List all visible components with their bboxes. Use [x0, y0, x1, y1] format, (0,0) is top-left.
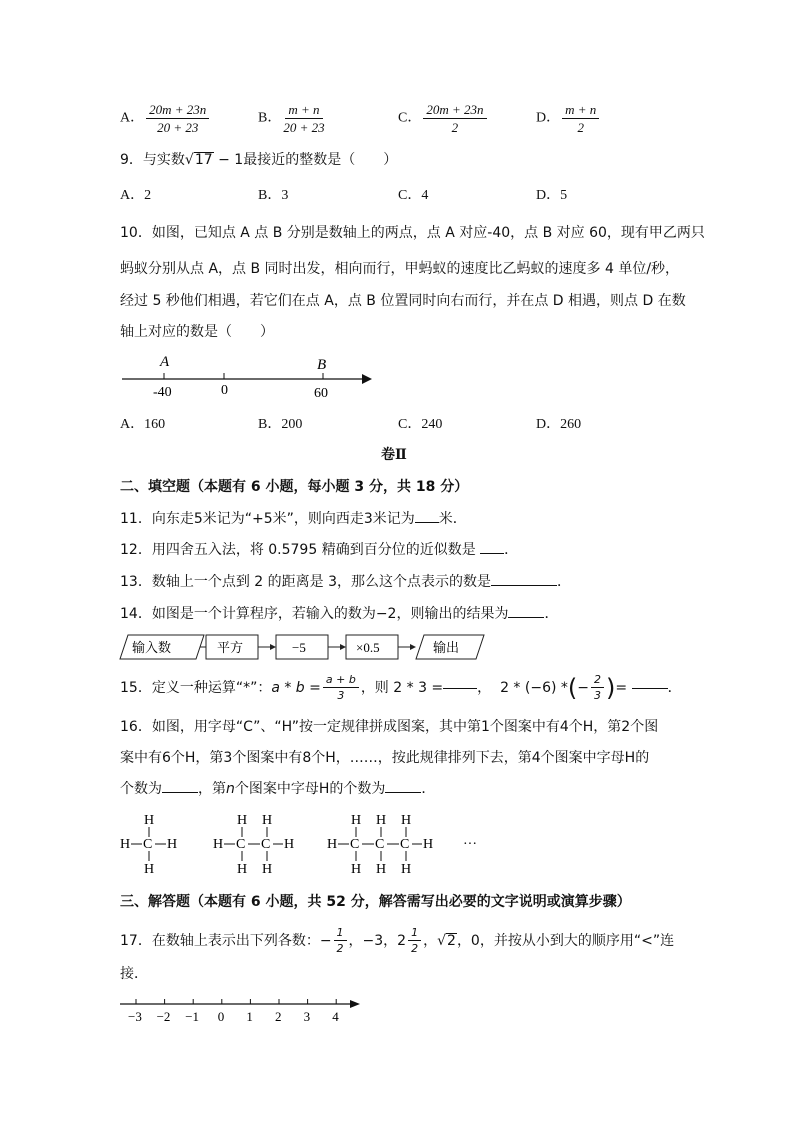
q10-line-2: 蚂蚁分别从点 A，点 B 同时出发，相向而行，甲蚂蚁的速度比乙蚂蚁的速度多 4 单位/秒，: [120, 261, 680, 277]
svg-text:C: C: [143, 837, 153, 852]
svg-text:H: H: [376, 862, 387, 876]
svg-text:C: C: [350, 837, 360, 852]
svg-text:H: H: [262, 813, 273, 828]
q10-line-3: 经过 5 秒他们相遇，若它们在点 A，点 B 位置同时向右而行，并在点 D 相遇，则点 D 在数: [120, 293, 686, 309]
svg-text:H: H: [401, 813, 412, 828]
q8-option-d: D． $\frac{m + n}{2}$: [536, 103, 601, 134]
tick-label: −1: [185, 1009, 200, 1024]
q9-stem: 9．与实数√17 − 1最接近的整数是（ ）: [120, 152, 398, 168]
svg-text:H: H: [237, 862, 248, 876]
tick-label: 2: [275, 1009, 282, 1024]
q8-option-a: A． $\frac{20m + 23n}{20 + 23}$: [120, 103, 211, 134]
svg-text:C: C: [400, 837, 410, 852]
arrow-icon: [340, 644, 346, 650]
svg-text:C: C: [375, 837, 385, 852]
svg-text:H: H: [144, 862, 155, 876]
axis-arrow-icon: [350, 1000, 360, 1008]
tick-label: 4: [332, 1009, 339, 1024]
flow-label-square: 平方: [217, 640, 244, 655]
arrow-icon: [270, 644, 276, 650]
q17-line-1: 17．在数轴上表示出下列各数：− $\frac{1}{2}$ ，−3，2 $\frac{1}{2}$ ， √ 2 ，0，并按从小到大的顺序用“<”连: [120, 926, 675, 955]
q17-number-line: [118, 994, 368, 1028]
q15: 15．定义一种运算“*”： a * b = $\frac{a + b}{3}$ ，则 2 * 3 = ， 2 * (−6) * ( − $\frac{2}{3}$ ) = ．: [120, 673, 682, 702]
tick-label: 0: [217, 1009, 225, 1024]
q16-line-1: 16．如图，用字母“C”、“H”按一定规律拼成图案，其中第1个图案中有4个H，第2个图: [120, 719, 659, 735]
ellipsis: ···: [463, 837, 477, 852]
q13: 13．数轴上一个点到 2 的距离是 3，那么这个点表示的数是 ．: [120, 574, 571, 590]
q9-option-c: C．4: [398, 188, 429, 203]
svg-text:H: H: [401, 862, 412, 876]
part3-heading: 三、解答题（本题有 6 小题，共 52 分，解答需写出必要的文字说明或演算步骤）: [120, 894, 631, 910]
flow-label-minus: −5: [292, 640, 306, 655]
q10-number-line: [118, 350, 383, 405]
svg-text:C: C: [261, 837, 271, 852]
arrow-icon: [410, 644, 416, 650]
q8-option-c: C． $\frac{20m + 23n}{2}$: [398, 103, 489, 134]
tick-label: 1: [246, 1009, 253, 1024]
tick-label: −3: [128, 1009, 142, 1024]
q16-line-2: 案中有6个H，第3个图案中有8个H，……，按此规律排列下去，第4个图案中字母H的: [120, 750, 650, 766]
label-b: B: [317, 357, 327, 373]
svg-text:H: H: [327, 837, 338, 852]
q14: 14．如图是一个计算程序，若输入的数为−2，则输出的结果为 ．: [120, 606, 559, 622]
tick-label: 3: [303, 1009, 311, 1024]
part2-heading: 二、填空题（本题有 6 小题，每小题 3 分，共 18 分）: [120, 479, 469, 495]
svg-text:H: H: [237, 813, 248, 828]
q16-line-3: 个数为 ，第n个图案中字母H的个数为 ．: [120, 781, 436, 797]
svg-text:H: H: [351, 862, 362, 876]
q9-option-a: A．2: [120, 188, 152, 203]
q10-option-b: B．200: [258, 417, 303, 432]
q9-option-b: B．3: [258, 188, 289, 203]
q10-option-a: A．160: [120, 417, 166, 432]
section-title: 卷Ⅱ: [381, 447, 407, 463]
pattern-2: [213, 813, 294, 876]
svg-text:H: H: [284, 837, 295, 852]
q14-flowchart: [118, 633, 488, 663]
flow-label-output: 输出: [433, 640, 460, 655]
q10-line-4: 轴上对应的数是（ ）: [120, 324, 274, 340]
pattern-1: [120, 813, 177, 876]
q12: 12．用四舍五入法，将 0.5795 精确到百分位的近似数是 ．: [120, 542, 519, 558]
svg-text:H: H: [213, 837, 224, 852]
q8-option-b: B． $\frac{m + n}{20 + 23}$: [258, 102, 325, 135]
tick-label-0: 0: [221, 383, 228, 398]
flow-label-input: 输入数: [132, 640, 172, 655]
q16-patterns: [115, 810, 495, 876]
flow-label-multiply: ×0.5: [356, 640, 380, 655]
tick-label-a: -40: [153, 385, 172, 400]
svg-text:H: H: [376, 813, 387, 828]
svg-text:H: H: [351, 813, 362, 828]
q10-option-c: C．240: [398, 417, 443, 432]
q17-line-2: 接．: [120, 966, 148, 982]
q9-option-d: D．5: [536, 188, 568, 203]
tick-label-b: 60: [314, 386, 328, 401]
svg-text:H: H: [167, 837, 178, 852]
q10-line-1: 10．如图，已知点 A 点 B 分别是数轴上的两点，点 A 对应-40，点 B 对应 60，现有甲乙两只: [120, 225, 705, 241]
tick-label: −2: [156, 1009, 171, 1024]
svg-text:H: H: [120, 837, 131, 852]
svg-text:H: H: [144, 813, 155, 828]
svg-text:C: C: [236, 837, 246, 852]
q11: 11．向东走5米记为“+5米”，则向西走3米记为 米．: [120, 511, 467, 527]
q10-option-d: D．260: [536, 417, 582, 432]
label-a: A: [160, 354, 170, 370]
svg-text:H: H: [262, 862, 273, 876]
pattern-3: [327, 813, 433, 876]
axis-arrow-icon: [362, 374, 372, 384]
svg-text:H: H: [423, 837, 434, 852]
